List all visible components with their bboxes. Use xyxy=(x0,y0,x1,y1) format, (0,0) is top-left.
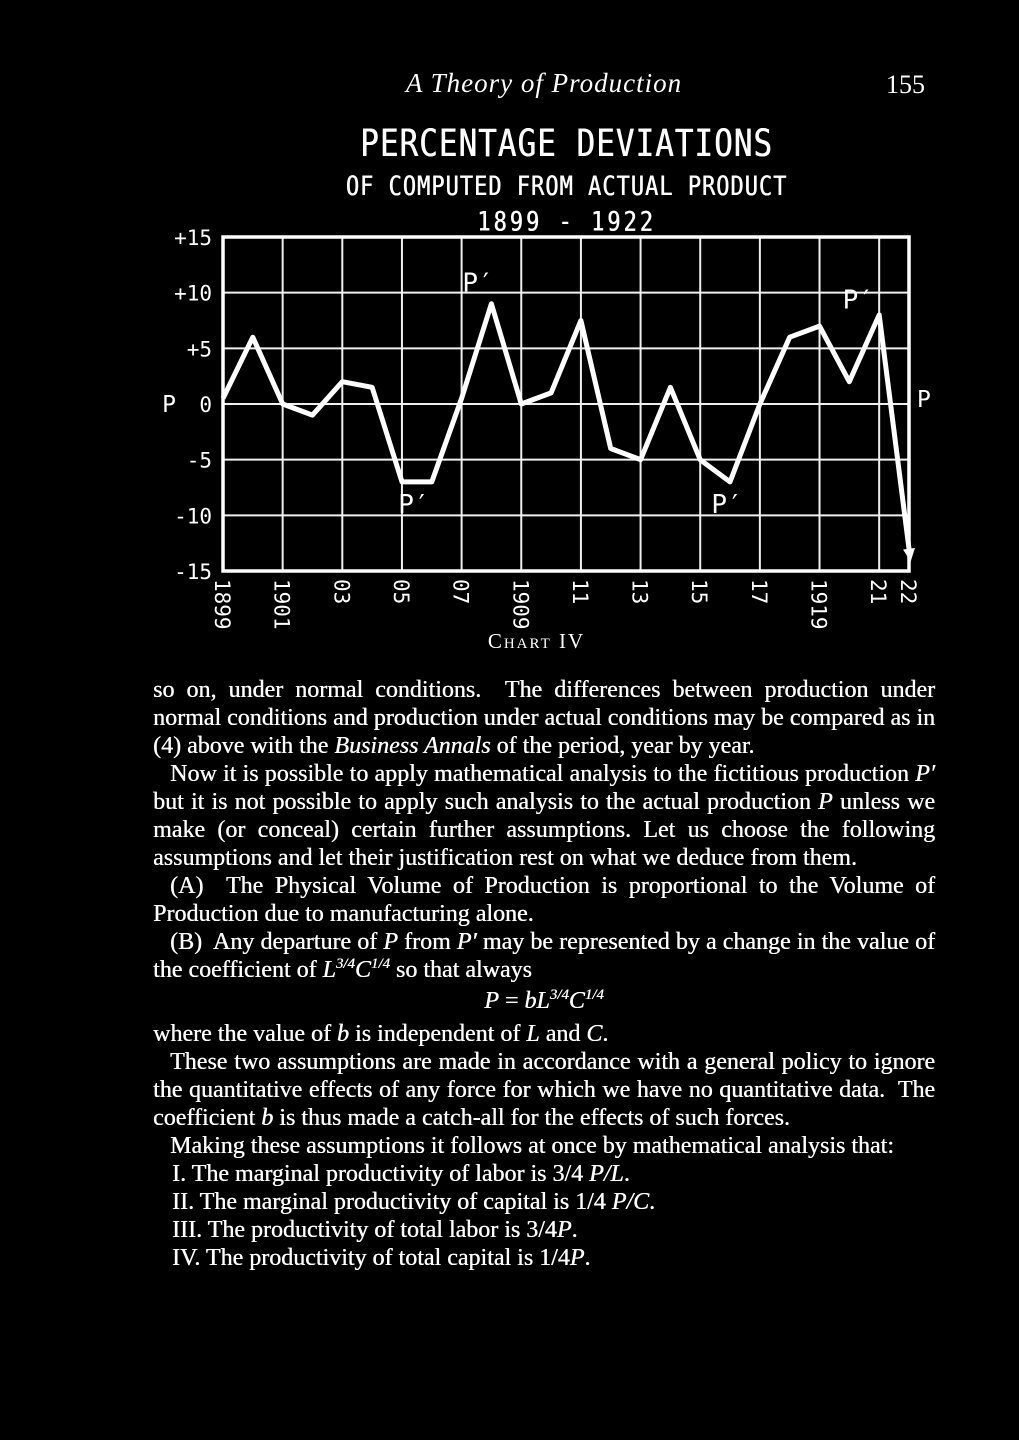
text-run: P xyxy=(818,789,833,815)
text-run: bL xyxy=(524,988,550,1014)
text-run: II. The marginal productivity of capital is 1/4 xyxy=(172,1189,612,1215)
running-head-title: A Theory of Production xyxy=(405,68,683,98)
text-run: is independent of xyxy=(348,1021,527,1047)
y-tick-label: +10 xyxy=(174,281,212,306)
y-tick-label: 0 xyxy=(199,393,212,417)
text-run: Now it is possible to apply mathematical analysis to the fictitious production xyxy=(170,761,916,787)
page-number: 155 xyxy=(886,70,925,99)
text-run: P xyxy=(556,1217,572,1243)
list-item xyxy=(172,1188,935,1216)
text-run: . xyxy=(623,1161,630,1187)
text-run: P′ xyxy=(456,929,477,955)
text-run: P/C xyxy=(611,1189,650,1215)
y-tick-label: -5 xyxy=(186,448,212,473)
text-run: C xyxy=(568,988,585,1014)
para xyxy=(153,928,935,984)
x-tick-label: 21 xyxy=(866,579,891,605)
x-tick-label: 22 xyxy=(896,579,920,605)
text-run: III. The productivity of total labor is 3/4 xyxy=(172,1217,557,1243)
para xyxy=(153,1020,935,1048)
text-run: Business Annals xyxy=(334,733,491,759)
x-tick-label: 1899 xyxy=(210,579,234,630)
y-tick-label: -15 xyxy=(174,560,212,584)
para xyxy=(153,1048,935,1132)
chart-title-line3: 1899 - 1922 xyxy=(477,207,656,238)
text-run: b xyxy=(336,1021,349,1047)
x-tick-label: 11 xyxy=(567,579,592,605)
text-run: is thus made a catch-all for the effects of such forces. xyxy=(273,1105,790,1131)
text-run: b xyxy=(261,1105,274,1131)
superscript: 3/4 xyxy=(335,956,355,972)
x-tick-label: 1909 xyxy=(508,579,533,630)
x-tick-label: 15 xyxy=(687,579,712,605)
text-run: but it is not possible to apply such analysis to the actual production xyxy=(153,789,819,815)
deviation-curve xyxy=(223,304,915,562)
superscript: 1/4 xyxy=(370,956,390,972)
text-run: . xyxy=(571,1217,578,1243)
superscript: 3/4 xyxy=(549,987,569,1003)
para xyxy=(153,1132,935,1160)
x-tick-label: 13 xyxy=(627,579,652,605)
superscript: 1/4 xyxy=(584,987,604,1003)
x-tick-label: 1901 xyxy=(269,579,294,630)
curve-point-label: P′ xyxy=(842,285,874,316)
y-tick-label: +15 xyxy=(174,226,212,250)
text-run: and xyxy=(539,1021,587,1047)
chart-axis-labels xyxy=(162,226,931,630)
text-run: unless we make (or conceal) certain further assumptions. Let us choose the following assumptions and let their justification rest on what we deduce from them. xyxy=(153,789,935,871)
text-run: C xyxy=(354,957,371,983)
text-run: = xyxy=(498,988,525,1014)
y-axis-p-label: P xyxy=(162,392,176,418)
text-run: IV. The productivity of total capital is 1/4 xyxy=(172,1245,570,1271)
y-tick-label: -10 xyxy=(174,504,212,529)
text-run: P′ xyxy=(915,761,935,787)
text-run: L xyxy=(322,957,336,983)
curve-point-label: P′ xyxy=(711,490,743,521)
curve-point-label: P′ xyxy=(462,268,494,299)
p-prime-curve xyxy=(223,304,909,549)
para xyxy=(153,760,935,872)
x-tick-label: 05 xyxy=(388,579,413,605)
x-tick-label: 17 xyxy=(746,579,771,605)
x-tick-label: 07 xyxy=(448,579,473,605)
chart-title-line2: OF COMPUTED FROM ACTUAL PRODUCT xyxy=(345,172,788,203)
list-item xyxy=(172,1244,935,1272)
chart-title-line1: PERCENTAGE DEVIATIONS xyxy=(360,122,773,166)
chart-caption: Chart IV xyxy=(487,629,586,653)
text-run: (B) Any departure of xyxy=(170,929,384,955)
y-tick-label: +5 xyxy=(186,337,212,362)
curve-point-label: P′ xyxy=(398,490,430,521)
equation xyxy=(153,987,935,1015)
text-run: . xyxy=(602,1021,609,1047)
x-tick-label: 1919 xyxy=(806,579,831,630)
text-run: P xyxy=(569,1245,585,1271)
text-run: may be represented by a change in the value of the coefficient of xyxy=(153,929,936,983)
text-run: These two assumptions are made in accordance with a general policy to ignore the quantitative effects of any force for which we have no quantitative data. The coefficient xyxy=(153,1049,935,1131)
text-run: I. The marginal productivity of labor is 3/4 xyxy=(172,1161,590,1187)
text-run: . xyxy=(584,1245,591,1271)
x-tick-label: 03 xyxy=(329,579,354,605)
text-run: Making these assumptions it follows at once by mathematical analysis that: xyxy=(170,1133,894,1159)
list-item xyxy=(172,1216,935,1244)
body-text xyxy=(153,676,935,1272)
text-run: P xyxy=(484,988,499,1014)
list-item xyxy=(172,1160,935,1188)
para xyxy=(153,676,935,760)
right-p-label: P xyxy=(917,387,931,413)
text-run: so that always xyxy=(389,957,532,983)
chart-grid xyxy=(223,237,909,571)
text-run: P xyxy=(383,929,398,955)
text-run: C xyxy=(586,1021,603,1047)
para xyxy=(153,872,935,928)
text-run: L xyxy=(526,1021,540,1047)
text-run: . xyxy=(649,1189,656,1215)
text-run: P/L xyxy=(589,1161,624,1187)
text-run: where the value of xyxy=(153,1021,337,1047)
deviation-line-chart xyxy=(0,0,1019,680)
text-run: so on, under normal conditions. The differences between production under normal conditions and production under actual conditions may be compared as in (4) above with the xyxy=(153,677,935,759)
text-run: (A) The Physical Volume of Production is proportional to the Volume of Production due to manufacturing alone. xyxy=(153,873,935,927)
text-run: from xyxy=(397,929,457,955)
text-run: of the period, year by year. xyxy=(490,733,755,759)
